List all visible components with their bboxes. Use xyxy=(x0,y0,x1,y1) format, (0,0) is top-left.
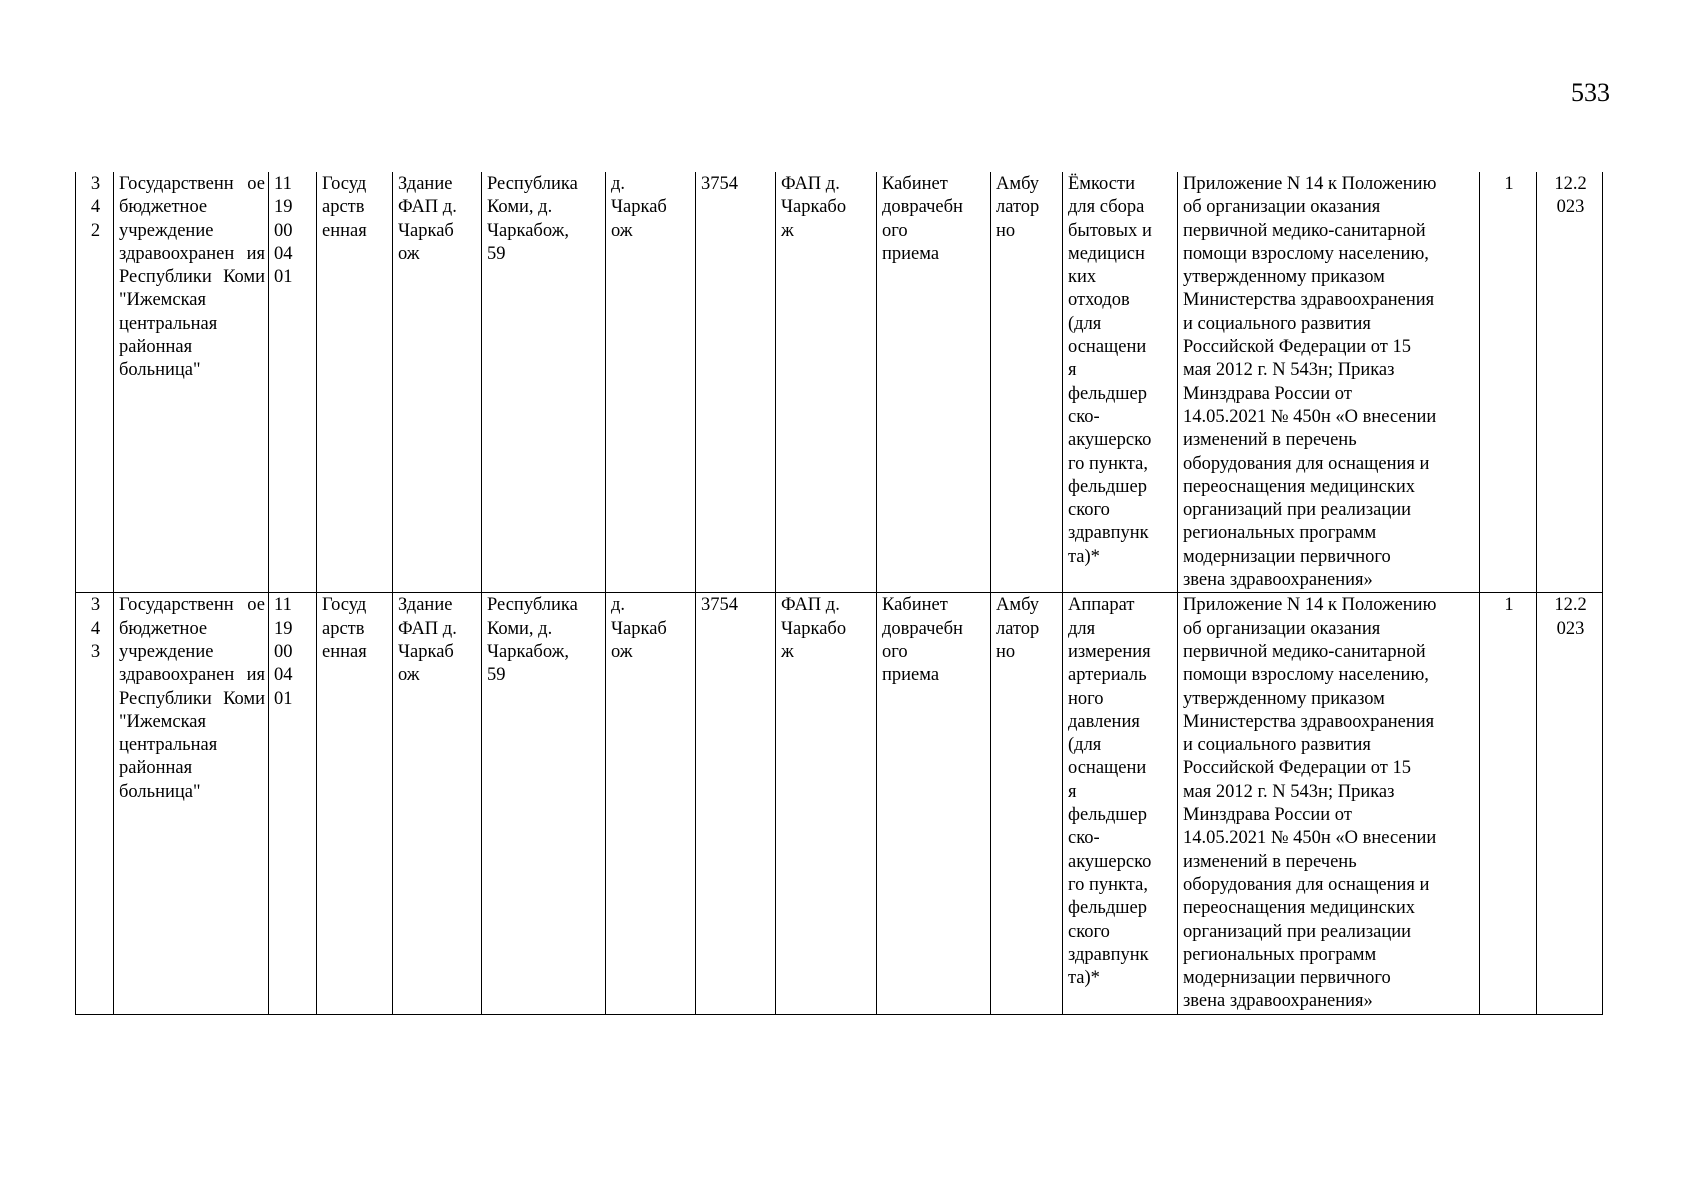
ownership-cell: Госуд арств енная xyxy=(317,172,393,593)
building-cell: Здание ФАП д. Чаркаб ож xyxy=(393,172,482,593)
equipment-cell: Аппарат для измерения артериаль ного давления (для оснащени я фельдшер ско- акушерско го пункта, фельдшер ского здравпунк та)* xyxy=(1063,593,1178,1014)
locality-cell: д. Чаркаб ож xyxy=(606,172,696,593)
quantity-cell: 1 xyxy=(1480,593,1537,1014)
code-cell: 11 19 00 04 01 xyxy=(269,172,317,593)
table-row xyxy=(76,593,1603,1014)
organization-cell: Государственн ое бюджетное учреждение здравоохранен ия Республики Коми "Ижемская центральная районная больница" xyxy=(114,593,269,1014)
date-cell: 12.2 023 xyxy=(1537,593,1603,1014)
code-cell: 11 19 00 04 01 xyxy=(269,593,317,1014)
basis-cell: Приложение N 14 к Положению об организации оказания первичной медико-санитарной помощи взрослому населению, утвержденному приказом Министерства здравоохранения и социального развития Российской Федерации от 15 мая 2012 г. N 543н; Приказ Минздрава России от 14.05.2021 № 450н «О внесении изменений в перечень оборудования для оснащения и переоснащения медицинских организаций при реализации региональных программ модернизации первичного звена здравоохранения» xyxy=(1178,172,1480,593)
organization-cell: Государственн ое бюджетное учреждение здравоохранен ия Республики Коми "Ижемская центральная районная больница" xyxy=(114,172,269,593)
oktmo-cell: 3754 xyxy=(696,172,776,593)
date-cell: 12.2 023 xyxy=(1537,172,1603,593)
address-cell: Республика Коми, д. Чаркабож, 59 xyxy=(482,593,606,1014)
mode-cell: Амбу латор но xyxy=(991,593,1063,1014)
address-cell: Республика Коми, д. Чаркабож, 59 xyxy=(482,172,606,593)
equipment-register-table xyxy=(75,172,1603,1015)
table-row xyxy=(76,172,1603,593)
equipment-cell: Ёмкости для сбора бытовых и медицисн ких отходов (для оснащени я фельдшер ско- акушерско го пункта, фельдшер ского здравпунк та)* xyxy=(1063,172,1178,593)
room-cell: Кабинет доврачебн ого приема xyxy=(877,172,991,593)
row-number-cell: 3 4 2 xyxy=(76,172,114,593)
locality-cell: д. Чаркаб ож xyxy=(606,593,696,1014)
ownership-cell: Госуд арств енная xyxy=(317,593,393,1014)
fap-cell: ФАП д. Чаркабо ж xyxy=(776,593,877,1014)
row-number-cell: 3 4 3 xyxy=(76,593,114,1014)
building-cell: Здание ФАП д. Чаркаб ож xyxy=(393,593,482,1014)
room-cell: Кабинет доврачебн ого приема xyxy=(877,593,991,1014)
quantity-cell: 1 xyxy=(1480,172,1537,593)
page-number: 533 xyxy=(1571,78,1610,107)
mode-cell: Амбу латор но xyxy=(991,172,1063,593)
oktmo-cell: 3754 xyxy=(696,593,776,1014)
fap-cell: ФАП д. Чаркабо ж xyxy=(776,172,877,593)
basis-cell: Приложение N 14 к Положению об организации оказания первичной медико-санитарной помощи взрослому населению, утвержденному приказом Министерства здравоохранения и социального развития Российской Федерации от 15 мая 2012 г. N 543н; Приказ Минздрава России от 14.05.2021 № 450н «О внесении изменений в перечень оборудования для оснащения и переоснащения медицинских организаций при реализации региональных программ модернизации первичного звена здравоохранения» xyxy=(1178,593,1480,1014)
